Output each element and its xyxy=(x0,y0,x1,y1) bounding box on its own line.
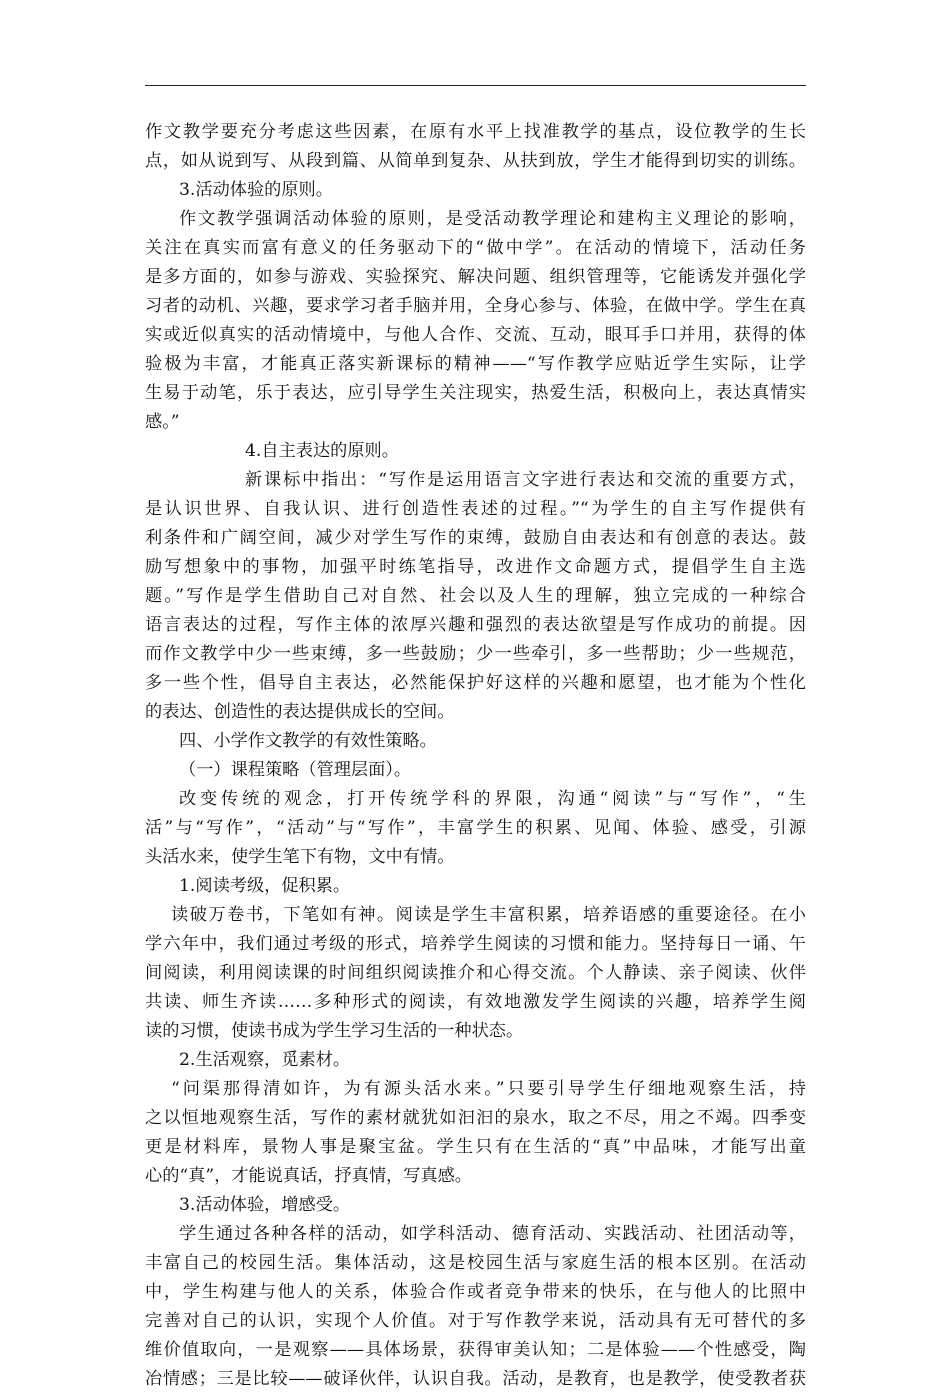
header-rule xyxy=(145,85,806,86)
text-line: 关注在真实而富有意义的任务驱动下的“做中学”。在活动的情境下，活动任务 xyxy=(145,238,806,258)
text-line: 作文教学要充分考虑这些因素，在原有水平上找准教学的基点，设位教学的生长 xyxy=(145,122,806,142)
text-line: 励写想象中的事物，加强平时练笔指导，改进作文命题方式，提倡学生自主选 xyxy=(145,557,806,577)
text-line: 实或近似真实的活动情境中，与他人合作、交流、互动，眼耳手口并用，获得的体 xyxy=(145,325,806,345)
section-heading: （一）课程策略（管理层面）。 xyxy=(179,760,412,780)
text-line: 读破万卷书，下笔如有神。阅读是学生丰富积累，培养语感的重要途径。在小 xyxy=(171,905,806,925)
text-line: 完善对自己的认识，实现个人价值。对于写作教学来说，活动具有无可替代的多 xyxy=(145,1311,806,1331)
text-line: 冶情感；三是比较——破译伙伴，认识自我。活动，是教育，也是教学，使受教者获 xyxy=(145,1369,806,1389)
text-line: 习者的动机、兴趣，要求学习者手脑并用，全身心参与、体验，在做中学。学生在真 xyxy=(145,296,806,316)
text-line: 改变传统的观念，打开传统学科的界限，沟通“阅读”与“写作”，“生 xyxy=(179,789,806,809)
text-line: 利条件和广阔空间，减少对学生写作的束缚，鼓励自由表达和有创意的表达。鼓 xyxy=(145,528,806,548)
text-line: 生易于动笔，乐于表达，应引导学生关注现实，热爱生活，积极向上，表达真情实 xyxy=(145,383,806,403)
text-line: 丰富自己的校园生活。集体活动，这是校园生活与家庭生活的根本区别。在活动 xyxy=(145,1253,806,1273)
text-line: 是多方面的，如参与游戏、实验探究、解决问题、组织管理等，它能诱发并强化学 xyxy=(145,267,806,287)
text-line: 维价值取向，一是观察——具体场景，获得审美认知；二是体验——个性感受，陶 xyxy=(145,1340,806,1360)
section-heading: 3.活动体验的原则。 xyxy=(179,180,333,200)
text-line: 读的习惯，使读书成为学生学习生活的一种状态。 xyxy=(145,1021,524,1041)
text-line: 之以恒地观察生活，写作的素材就犹如汩汩的泉水，取之不尽，用之不竭。四季变 xyxy=(145,1108,806,1128)
section-heading: 1.阅读考级，促积累。 xyxy=(179,876,351,896)
text-line: 点，如从说到写、从段到篇、从简单到复杂、从扶到放，学生才能得到切实的训练。 xyxy=(145,151,806,171)
text-line: 验极为丰富，才能真正落实新课标的精神——“写作教学应贴近学生实际，让学 xyxy=(145,354,806,374)
text-line: 中，学生构建与他人的关系，体验合作或者竞争带来的快乐，在与他人的比照中 xyxy=(145,1282,806,1302)
text-line: 学六年中，我们通过考级的形式，培养学生阅读的习惯和能力。坚持每日一诵、午 xyxy=(145,934,806,954)
text-line: 题。”写作是学生借助自己对自然、社会以及人生的理解，独立完成的一种综合 xyxy=(145,586,806,606)
section-heading: 四、小学作文教学的有效性策略。 xyxy=(179,731,437,751)
text-line: 学生通过各种各样的活动，如学科活动、德育活动、实践活动、社团活动等， xyxy=(179,1224,806,1244)
text-line: 的表达、创造性的表达提供成长的空间。 xyxy=(145,702,455,722)
text-line: 共读、师生齐读……多种形式的阅读，有效地激发学生阅读的兴趣，培养学生阅 xyxy=(145,992,806,1012)
text-line: 活”与“写作”，“活动”与“写作”，丰富学生的积累、见闻、体验、感受，引源 xyxy=(145,818,806,838)
section-heading: 3.活动体验，增感受。 xyxy=(179,1195,351,1215)
section-heading: 4.自主表达的原则。 xyxy=(245,441,399,461)
text-line: 心的“真”，才能说真话，抒真情，写真感。 xyxy=(145,1166,472,1186)
text-line: 而作文教学中少一些束缚，多一些鼓励；少一些牵引，多一些帮助；少一些规范， xyxy=(145,644,806,664)
text-line: 多一些个性，倡导自主表达，必然能保护好这样的兴趣和愿望，也才能为个性化 xyxy=(145,673,806,693)
body-text xyxy=(145,118,806,1394)
text-line: 作文教学强调活动体验的原则，是受活动教学理论和建构主义理论的影响， xyxy=(179,209,806,229)
section-heading: 2.生活观察，觅素材。 xyxy=(179,1050,351,1070)
text-line: 是认识世界、自我认识、进行创造性表述的过程。”“为学生的自主写作提供有 xyxy=(145,499,806,519)
text-line: 感。” xyxy=(145,412,180,432)
text-line: “问渠那得清如许，为有源头活水来。”只要引导学生仔细地观察生活，持 xyxy=(171,1079,806,1099)
text-line: 间阅读，利用阅读课的时间组织阅读推介和心得交流。个人静读、亲子阅读、伙伴 xyxy=(145,963,806,983)
text-line: 头活水来，使学生笔下有物，文中有情。 xyxy=(145,847,455,867)
text-line: 新课标中指出：“写作是运用语言文字进行表达和交流的重要方式， xyxy=(245,470,806,490)
text-line: 更是材料库，景物人事是聚宝盆。学生只有在生活的“真”中品味，才能写出童 xyxy=(145,1137,806,1157)
text-line: 语言表达的过程，写作主体的浓厚兴趣和强烈的表达欲望是写作成功的前提。因 xyxy=(145,615,806,635)
